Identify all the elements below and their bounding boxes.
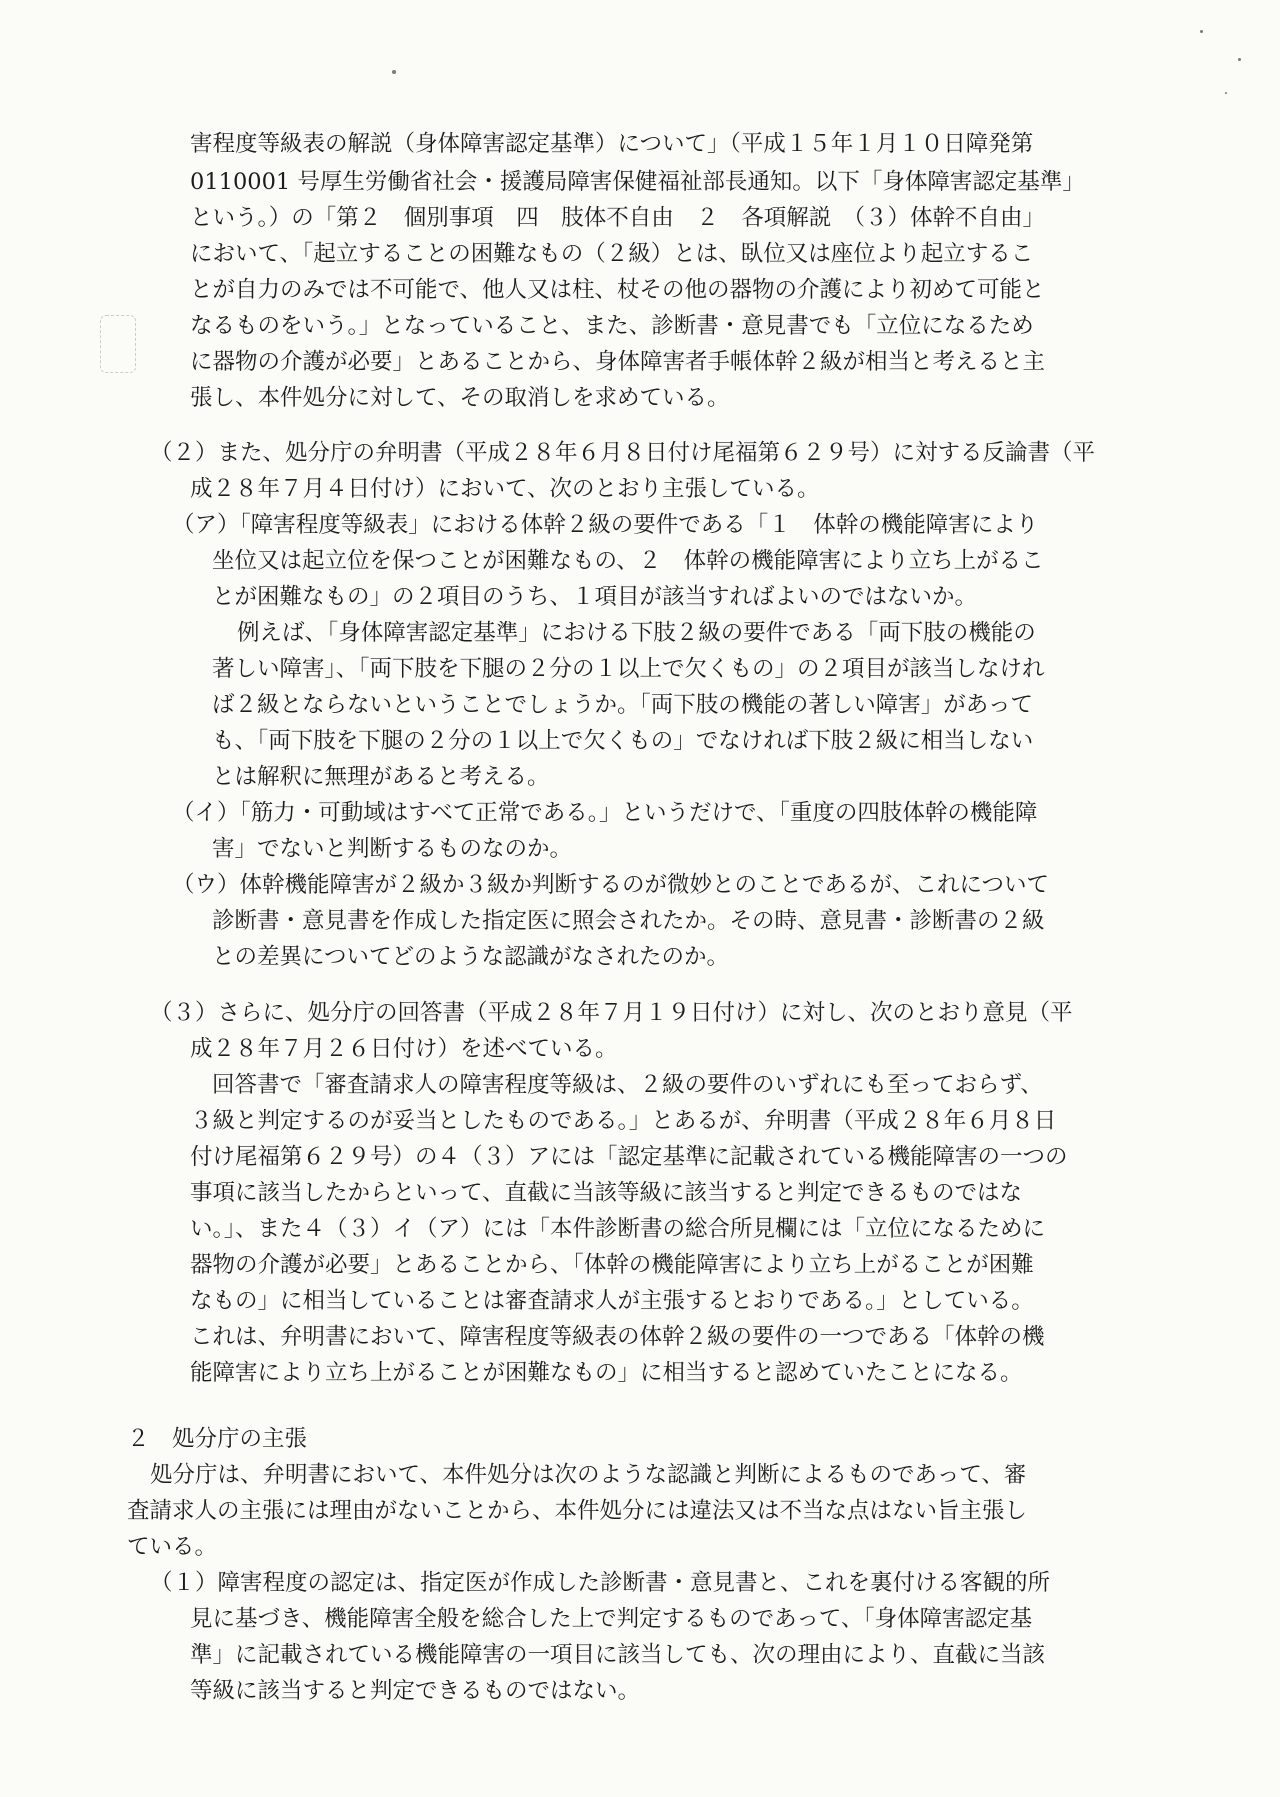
text-line: 器物の介護が必要」とあることから、「体幹の機能障害により立ち上がることが困難 bbox=[190, 1252, 1034, 1278]
text-line: 坐位又は起立位を保つことが困難なもの、２ 体幹の機能障害により立ち上がるこ bbox=[212, 548, 1044, 574]
text-line: 回答書で「審査請求人の障害程度等級は、２級の要件のいずれにも至っておらず、 bbox=[212, 1072, 1043, 1098]
text-line: 成２８年７月４日付け）において、次のとおり主張している。 bbox=[190, 476, 820, 502]
section-2-title: ２ 処分庁の主張 bbox=[127, 1426, 308, 1452]
text-line: ３級と判定するのが妥当としたものである。」とあるが、弁明書（平成２８年６月８日 bbox=[190, 1108, 1057, 1134]
text-line: 付け尾福第６２９号）の４（３）アには「認定基準に記載されている機能障害の一つの bbox=[190, 1144, 1068, 1170]
text-line: との差異についてどのような認識がなされたのか。 bbox=[212, 944, 730, 970]
text-line: ば２級とならないということでしょうか。「両下肢の機能の著しい障害」があって bbox=[212, 692, 1034, 718]
text-line: なもの」に相当していることは審査請求人が主張するとおりである。」としている。 bbox=[190, 1288, 1034, 1314]
text-line: 成２８年７月２６日付け）を述べている。 bbox=[190, 1036, 618, 1062]
scan-speck bbox=[1238, 58, 1241, 61]
text-line: なるものをいう。」となっていること、また、診断書・意見書でも「立位になるため bbox=[190, 313, 1034, 339]
text-line: ている。 bbox=[127, 1534, 218, 1560]
text-line: 害」でないと判断するものなのか。 bbox=[212, 836, 573, 862]
sub-item-i-line: （イ）「筋力・可動域はすべて正常である。」というだけで、「重度の四肢体幹の機能障 bbox=[172, 800, 1038, 826]
text-line: 査請求人の主張には理由がないことから、本件処分には違法又は不当な点はない旨主張し bbox=[127, 1498, 1028, 1524]
text-line: 張し、本件処分に対して、その取消しを求めている。 bbox=[190, 385, 730, 411]
text-line: 例えば、「身体障害認定基準」における下肢２級の要件である「両下肢の機能の bbox=[237, 620, 1036, 646]
text-line: とが困難なもの」の２項目のうち、１項目が該当すればよいのではないか。 bbox=[212, 584, 978, 610]
text-line: も、「両下肢を下腿の２分の１以上で欠くもの」でなければ下肢２級に相当しない bbox=[212, 728, 1034, 754]
item-2-heading-line: （２）また、処分庁の弁明書（平成２８年６月８日付け尾福第６２９号）に対する反論書（平 bbox=[150, 440, 1096, 466]
text-line: という。）の「第２ 個別事項 四 肢体不自由 ２ 各項解説 （３）体幹不自由」 bbox=[190, 205, 1046, 231]
text-line: に器物の介護が必要」とあることから、身体障害者手帳体幹２級が相当と考えると主 bbox=[190, 349, 1046, 375]
item-3-heading-line: （３）さらに、処分庁の回答書（平成２８年７月１９日付け）に対し、次のとおり意見（平 bbox=[150, 1000, 1073, 1026]
sub-item-u-line: （ウ）体幹機能障害が２級か３級か判断するのが微妙とのことであるが、これについて bbox=[172, 872, 1050, 898]
scan-speck bbox=[1225, 92, 1227, 94]
text-line: 害程度等級表の解説（身体障害認定基準）について」（平成１５年１月１０日障発第 bbox=[190, 131, 1034, 157]
item-1-heading-line: （１）障害程度の認定は、指定医が作成した診断書・意見書と、これを裏付ける客観的所 bbox=[150, 1570, 1051, 1596]
text-line: 事項に該当したからといって、直截に当該等級に該当すると判定できるものではな bbox=[190, 1180, 1023, 1206]
sub-item-a-line: （ア）「障害程度等級表」における体幹２級の要件である「１ 体幹の機能障害により bbox=[172, 512, 1039, 538]
text-line: 準」に記載されている機能障害の一項目に該当しても、次の理由により、直截に当該 bbox=[190, 1642, 1046, 1668]
text-line: 0110001 号厚生労働省社会・援護局障害保健福祉部長通知。以下「身体障害認定基準」 bbox=[190, 169, 1085, 195]
text-line: 著しい障害」、「両下肢を下腿の２分の１以上で欠くもの」の２項目が該当しなけれ bbox=[212, 656, 1045, 682]
text-line: 見に基づき、機能障害全般を総合した上で判定するものであって、「身体障害認定基 bbox=[190, 1606, 1033, 1632]
text-line: において、「起立することの困難なもの（２級）とは、臥位又は座位より起立するこ bbox=[190, 241, 1034, 267]
text-line: とは解釈に無理があると考える。 bbox=[212, 764, 550, 790]
text-line: 処分庁は、弁明書において、本件処分は次のような認識と判断によるものであって、審 bbox=[150, 1462, 1027, 1488]
text-line: とが自力のみでは不可能で、他人又は柱、杖その他の器物の介護により初めて可能と bbox=[190, 277, 1045, 303]
text-line: これは、弁明書において、障害程度等級表の体幹２級の要件の一つである「体幹の機 bbox=[190, 1324, 1045, 1350]
scan-speck bbox=[392, 70, 396, 74]
text-line: い。」、また４（３）イ（ア）には「本件診断書の総合所見欄には「立位になるために bbox=[190, 1216, 1046, 1242]
text-line: 能障害により立ち上がることが困難なもの」に相当すると認めていたことになる。 bbox=[190, 1360, 1023, 1386]
text-line: 等級に該当すると判定できるものではない。 bbox=[190, 1678, 641, 1704]
faint-stamp-mark bbox=[100, 315, 136, 373]
text-line: 診断書・意見書を作成した指定医に照会されたか。その時、意見書・診断書の２級 bbox=[212, 908, 1045, 934]
scan-speck bbox=[1200, 30, 1203, 33]
